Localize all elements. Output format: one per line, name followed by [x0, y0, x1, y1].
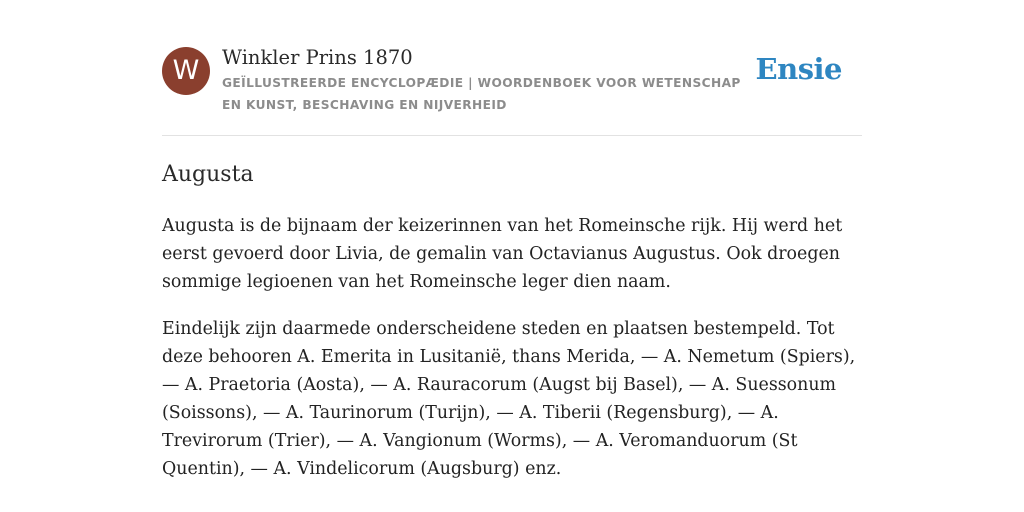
source-avatar[interactable]: [162, 47, 210, 95]
source-title[interactable]: Winkler Prins 1870: [222, 46, 413, 69]
article-paragraph: Eindelijk zijn daarmede onderscheidene steden en plaatsen bestempeld. Tot deze behooren A. Emerita in Lusitanië, thans Merida, — A. Nemetum (Spiers), — A. Praetoria (Aosta), — A. Rauracorum (Augst bij Basel), — A. Suessonum (Soissons), — A. Taurinorum (Turijn), — A. Tiberii (Regensburg), — A. Trevirorum (Trier), — A. Vangionum (Worms), — A. Veromanduorum (St Quentin), — A. Vindelicorum (Augsburg) enz.: [162, 319, 856, 479]
ensie-logo[interactable]: Ensie: [755, 52, 842, 86]
avatar-letter: W: [172, 55, 200, 86]
article-paragraph: Augusta is de bijnaam der keizerinnen van het Romeinsche rijk. Hij werd het eerst gevoerd door Livia, de gemalin van Octavianus Augustus. Ook droegen sommige legioenen van het Romeinsche leger dien naam.: [162, 216, 843, 292]
article-title: Augusta: [162, 162, 254, 187]
source-subtitle: GEÏLLUSTREERDE ENCYCLOPÆDIE | WOORDENBOEK VOOR WETENSCHAP EN KUNST, BESCHAVING EN NIJVERHEID: [222, 76, 741, 112]
header-divider: [162, 135, 862, 136]
source-header: [162, 45, 862, 115]
article-body: [162, 212, 862, 502]
